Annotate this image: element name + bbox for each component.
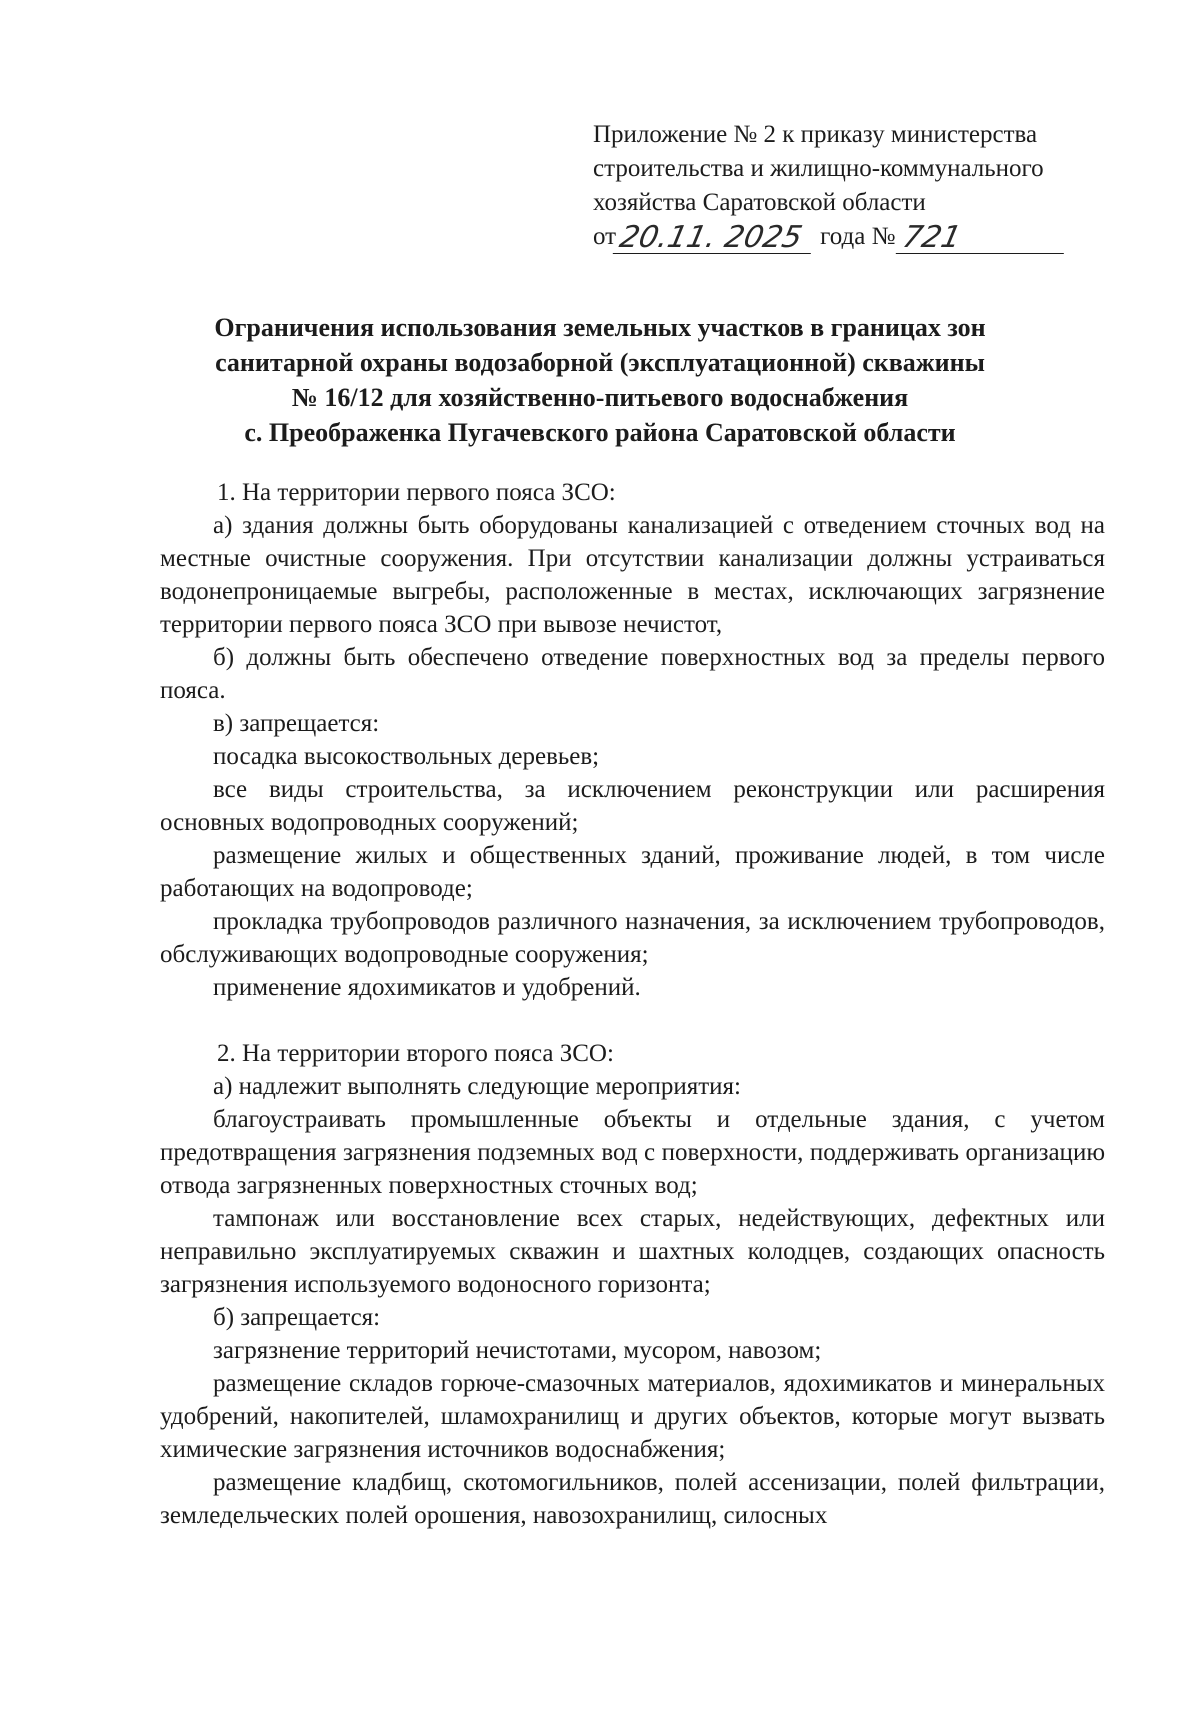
annex-header-line: хозяйства Саратовской области <box>593 189 926 216</box>
title-line: Ограничения использования земельных участков в границах зон <box>214 313 986 342</box>
title-line: санитарной охраны водозаборной (эксплуатационной) скважины <box>215 348 985 377</box>
section-1-item-a: а) здания должны быть оборудованы канализацией с отведением сточных вод на местные очистные сооружения. При отсутствии канализации должны устраиваться водонепроницаемые выгребы, расположенные в местах, исключающих загрязнение территории первого пояса ЗСО при вывозе нечистот, <box>160 512 1105 638</box>
section-2-heading: 2. На территории второго пояса ЗСО: <box>217 1040 614 1067</box>
title-line: № 16/12 для хозяйственно-питьевого водоснабжения <box>291 383 909 412</box>
from-label: от <box>593 223 617 250</box>
year-number-label: года № <box>820 223 896 250</box>
title-line: с. Преображенка Пугачевского района Саратовской области <box>244 418 956 447</box>
section-2-item-b: б) запрещается: <box>213 1304 381 1331</box>
annex-header-line: Приложение № 2 к приказу министерства <box>593 121 1038 148</box>
section-1-restriction: все виды строительства, за исключением реконструкции или расширения основных водопроводных сооружений; <box>160 776 1105 836</box>
annex-header <box>593 118 1113 254</box>
section-2-restriction: размещение кладбищ, скотомогильников, полей ассенизации, полей фильтрации, земледельческих полей орошения, навозохранилищ, силосных <box>160 1469 1105 1529</box>
section-1-restriction: размещение жилых и общественных зданий, проживание людей, в том числе работающих на водопроводе; <box>160 842 1105 902</box>
section-2-restriction: загрязнение территорий нечистотами, мусором, навозом; <box>213 1337 822 1364</box>
section-1-item-b: б) должны быть обеспечено отведение поверхностных вод за пределы первого пояса. <box>160 644 1105 704</box>
section-1-item-c: в) запрещается: <box>213 710 380 737</box>
section-2-item-a: а) надлежит выполнять следующие мероприятия: <box>213 1073 741 1100</box>
handwritten-order-number: 721 <box>896 223 1071 254</box>
section-1-restriction: посадка высокоствольных деревьев; <box>213 743 600 770</box>
section-1-restriction: прокладка трубопроводов различного назначения, за исключением трубопроводов, обслуживающих водопроводные сооружения; <box>160 908 1105 968</box>
section-1-heading: 1. На территории первого пояса ЗСО: <box>217 479 616 506</box>
document-body <box>160 476 1105 1532</box>
document-title <box>140 310 1060 450</box>
order-date-number-row <box>593 220 1113 254</box>
handwritten-date: 20.11. 2025 <box>613 223 818 254</box>
section-2-measure: тампонаж или восстановление всех старых, недействующих, дефектных или неправильно эксплуатируемых скважин и шахтных колодцев, создающих опасность загрязнения используемого водоносного горизонта; <box>160 1205 1105 1298</box>
section-gap <box>160 1004 1105 1037</box>
section-2-restriction: размещение складов горюче-смазочных материалов, ядохимикатов и минеральных удобрений, накопителей, шламохранилищ и других объектов, которые могут вызвать химические загрязнения источников водоснабжения; <box>160 1370 1105 1463</box>
section-1-restriction: применение ядохимикатов и удобрений. <box>213 974 641 1001</box>
annex-header-line: строительства и жилищно-коммунального <box>593 155 1044 182</box>
section-2-measure: благоустраивать промышленные объекты и отдельные здания, с учетом предотвращения загрязнения подземных вод с поверхности, поддерживать организацию отвода загрязненных поверхностных сточных вод; <box>160 1106 1105 1199</box>
